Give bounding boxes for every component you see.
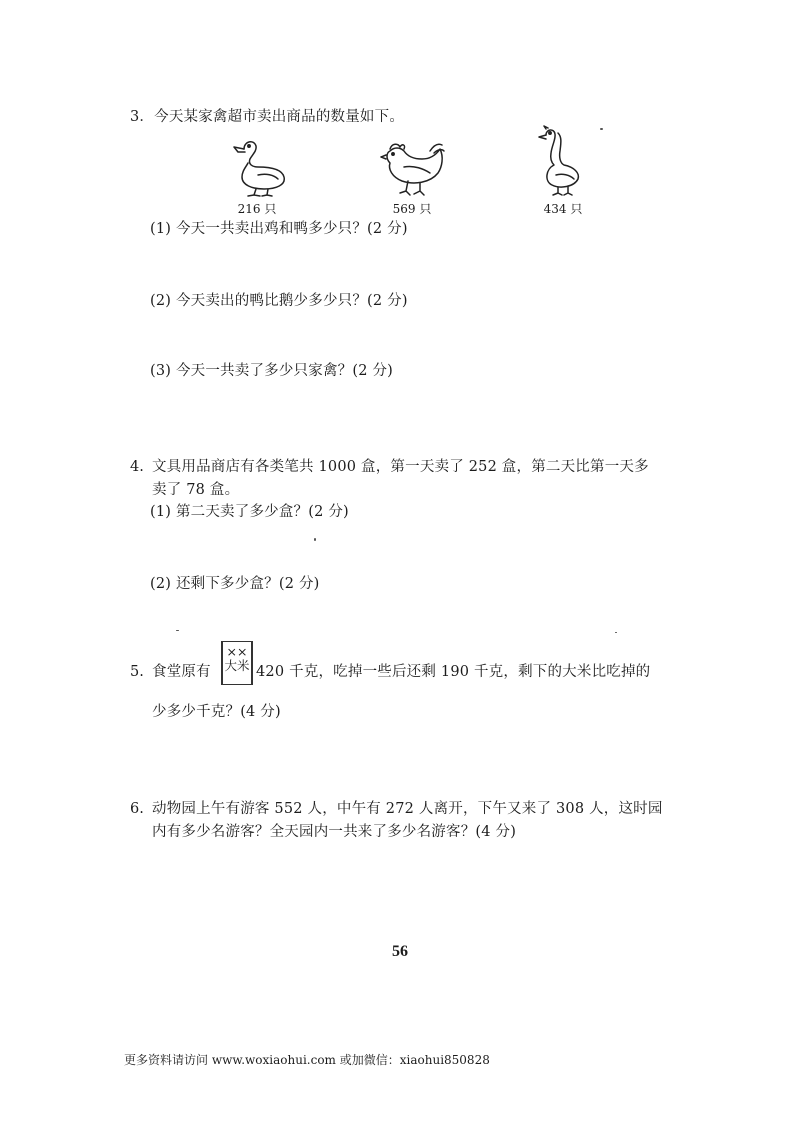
q4-sub1: (1) 第二天卖了多少盒？(2 分) bbox=[150, 504, 349, 520]
q4-number: 4. bbox=[130, 459, 144, 475]
scan-speck bbox=[314, 538, 316, 541]
scan-speck bbox=[600, 128, 603, 130]
q6-line2: 内有多少名游客？全天园内一共来了多少名游客？(4 分) bbox=[152, 824, 517, 840]
page-number: 56 bbox=[392, 943, 408, 960]
q4-line2: 卖了 78 盒。 bbox=[152, 482, 240, 498]
q5-post: 420 千克，吃掉一些后还剩 190 千克，剩下的大米比吃掉的 bbox=[256, 664, 651, 680]
q6-line1: 动物园上午有游客 552 人，中午有 272 人离开，下午又来了 308 人，这时园 bbox=[152, 801, 663, 817]
q4-sub2: (2) 还剩下多少盒？(2 分) bbox=[150, 576, 320, 592]
scan-speck bbox=[176, 630, 179, 631]
q5-line2: 少多少千克？(4 分) bbox=[152, 704, 281, 720]
q6-number: 6. bbox=[130, 801, 144, 817]
rice-bag-top: ×× bbox=[226, 644, 248, 659]
duck-count: 216 只 bbox=[237, 202, 277, 216]
rice-bag-bottom: 大米 bbox=[224, 658, 250, 673]
q4-line1: 文具用品商店有各类笔共 1000 盒，第一天卖了 252 盒，第二天比第一天多 bbox=[152, 459, 649, 475]
chicken-count: 569 只 bbox=[392, 202, 432, 216]
q3-sub1: (1) 今天一共卖出鸡和鸭多少只？(2 分) bbox=[150, 221, 408, 237]
q5-pre: 食堂原有 bbox=[152, 664, 211, 680]
goose-icon bbox=[534, 125, 584, 199]
scan-speck bbox=[615, 632, 617, 633]
chicken-icon bbox=[380, 139, 448, 199]
duck-icon bbox=[230, 137, 290, 199]
q3-title: 3．今天某家禽超市卖出商品的数量如下。 bbox=[130, 109, 405, 125]
footer-note: 更多资料请访问 www.woxiaohui.com 或加微信：xiaohui850828 bbox=[124, 1053, 490, 1067]
q5-number: 5. bbox=[130, 664, 144, 680]
q3-sub3: (3) 今天一共卖了多少只家禽？(2 分) bbox=[150, 363, 393, 379]
goose-count: 434 只 bbox=[543, 202, 583, 216]
q3-sub2: (2) 今天卖出的鸭比鹅少多少只？(2 分) bbox=[150, 293, 408, 309]
rice-bag-label bbox=[221, 641, 253, 685]
